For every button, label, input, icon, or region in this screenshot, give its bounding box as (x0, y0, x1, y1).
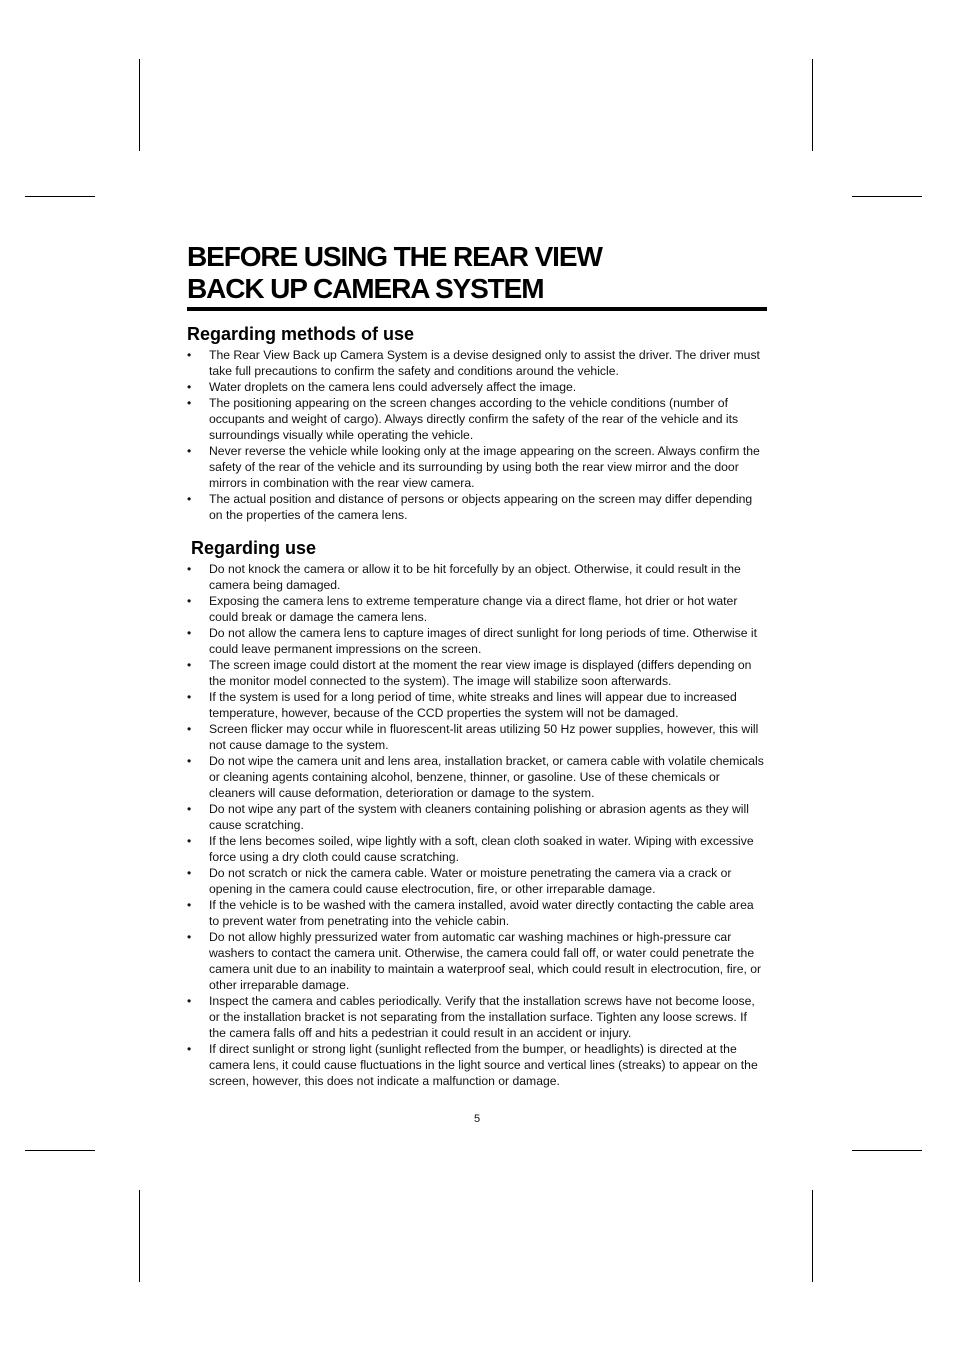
page-title (187, 241, 767, 305)
crop-mark-bottom-right-horizontal (852, 1150, 922, 1151)
list-item: • Do not knock the camera or allow it to be hit forcefully by an object. Otherwise, it could result in the camera being damaged. (187, 561, 767, 593)
list-item: • Do not wipe the camera unit and lens area, installation bracket, or camera cable with volatile chemicals or cleaning agents containing alcohol, benzene, thinner, or gasoline. Use of these chemicals or cleaners will cause deformation, deterioration or damage to the system. (187, 753, 767, 801)
list-item: • Never reverse the vehicle while looking only at the image appearing on the screen. Always confirm the safety of the rear of the vehicle and its surrounding by using both the rear view mirror and the door mirrors in combination with the rear view camera. (187, 443, 767, 491)
section-heading-methods-of-use: Regarding methods of use (187, 324, 415, 344)
list-item: • If the lens becomes soiled, wipe lightly with a soft, clean cloth soaked in water. Wiping with excessive force using a dry cloth could cause scratching. (187, 833, 767, 865)
page-number: 5 (473, 1113, 481, 1125)
list-item: • Do not allow the camera lens to capture images of direct sunlight for long periods of time. Otherwise it could leave permanent impressions on the screen. (187, 625, 767, 657)
list-item: • The actual position and distance of persons or objects appearing on the screen may differ depending on the properties of the camera lens. (187, 491, 767, 523)
page-content (187, 241, 767, 1089)
list-item: • Inspect the camera and cables periodically. Verify that the installation screws have not become loose, or the installation bracket is not separating from the installation surface. Tighten any loose screws. If the camera falls off and hits a pedestrian it could result in an accident or injury. (187, 993, 767, 1041)
list-item: • The Rear View Back up Camera System is a devise designed only to assist the driver. The driver must take full precautions to confirm the safety and conditions around the vehicle. (187, 347, 767, 379)
methods-of-use-list (187, 347, 767, 523)
crop-mark-top-left-vertical (139, 59, 140, 151)
crop-mark-bottom-right-vertical (812, 1190, 813, 1282)
list-item: • Water droplets on the camera lens could adversely affect the image. (187, 379, 767, 395)
use-list (187, 561, 767, 1089)
list-item: • Do not allow highly pressurized water from automatic car washing machines or high-pressure car washers to contact the camera unit. Otherwise, the camera could fall off, or water could penetrate the camera unit due to an inability to maintain a waterproof seal, which could result in electrocution, fire, or other irreparable damage. (187, 929, 767, 993)
crop-mark-top-left-horizontal (25, 196, 95, 197)
list-item: • Exposing the camera lens to extreme temperature change via a direct flame, hot drier or hot water could break or damage the camera lens. (187, 593, 767, 625)
list-item: • Screen flicker may occur while in fluorescent-lit areas utilizing 50 Hz power supplies, however, this will not cause damage to the system. (187, 721, 767, 753)
list-item: • Do not wipe any part of the system with cleaners containing polishing or abrasion agents as they will cause scratching. (187, 801, 767, 833)
list-item: • The screen image could distort at the moment the rear view image is displayed (differs depending on the monitor model connected to the system). The image will stabilize soon afterwards. (187, 657, 767, 689)
crop-mark-bottom-left-vertical (139, 1190, 140, 1282)
page-title-line-1: BEFORE USING THE REAR VIEW (187, 241, 602, 272)
crop-mark-top-right-vertical (812, 59, 813, 151)
page-title-line-2: BACK UP CAMERA SYSTEM (187, 273, 544, 304)
section-heading-use: Regarding use (191, 538, 317, 558)
list-item: • Do not scratch or nick the camera cable. Water or moisture penetrating the camera via a crack or opening in the camera could cause electrocution, fire, or other irreparable damage. (187, 865, 767, 897)
list-item: • The positioning appearing on the screen changes according to the vehicle conditions (number of occupants and weight of cargo). Always directly confirm the safety of the rear of the vehicle and its surroundings visually while operating the vehicle. (187, 395, 767, 443)
crop-mark-bottom-left-horizontal (25, 1150, 95, 1151)
list-item: • If direct sunlight or strong light (sunlight reflected from the bumper, or headlights) is directed at the camera lens, it could cause fluctuations in the light source and vertical lines (streaks) to appear on the screen, however, this does not indicate a malfunction or damage. (187, 1041, 767, 1089)
title-underline-rule (187, 307, 767, 311)
list-item: • If the vehicle is to be washed with the camera installed, avoid water directly contacting the cable area to prevent water from penetrating into the vehicle cabin. (187, 897, 767, 929)
list-item: • If the system is used for a long period of time, white streaks and lines will appear due to increased temperature, however, because of the CCD properties the system will not be damaged. (187, 689, 767, 721)
crop-mark-top-right-horizontal (852, 196, 922, 197)
